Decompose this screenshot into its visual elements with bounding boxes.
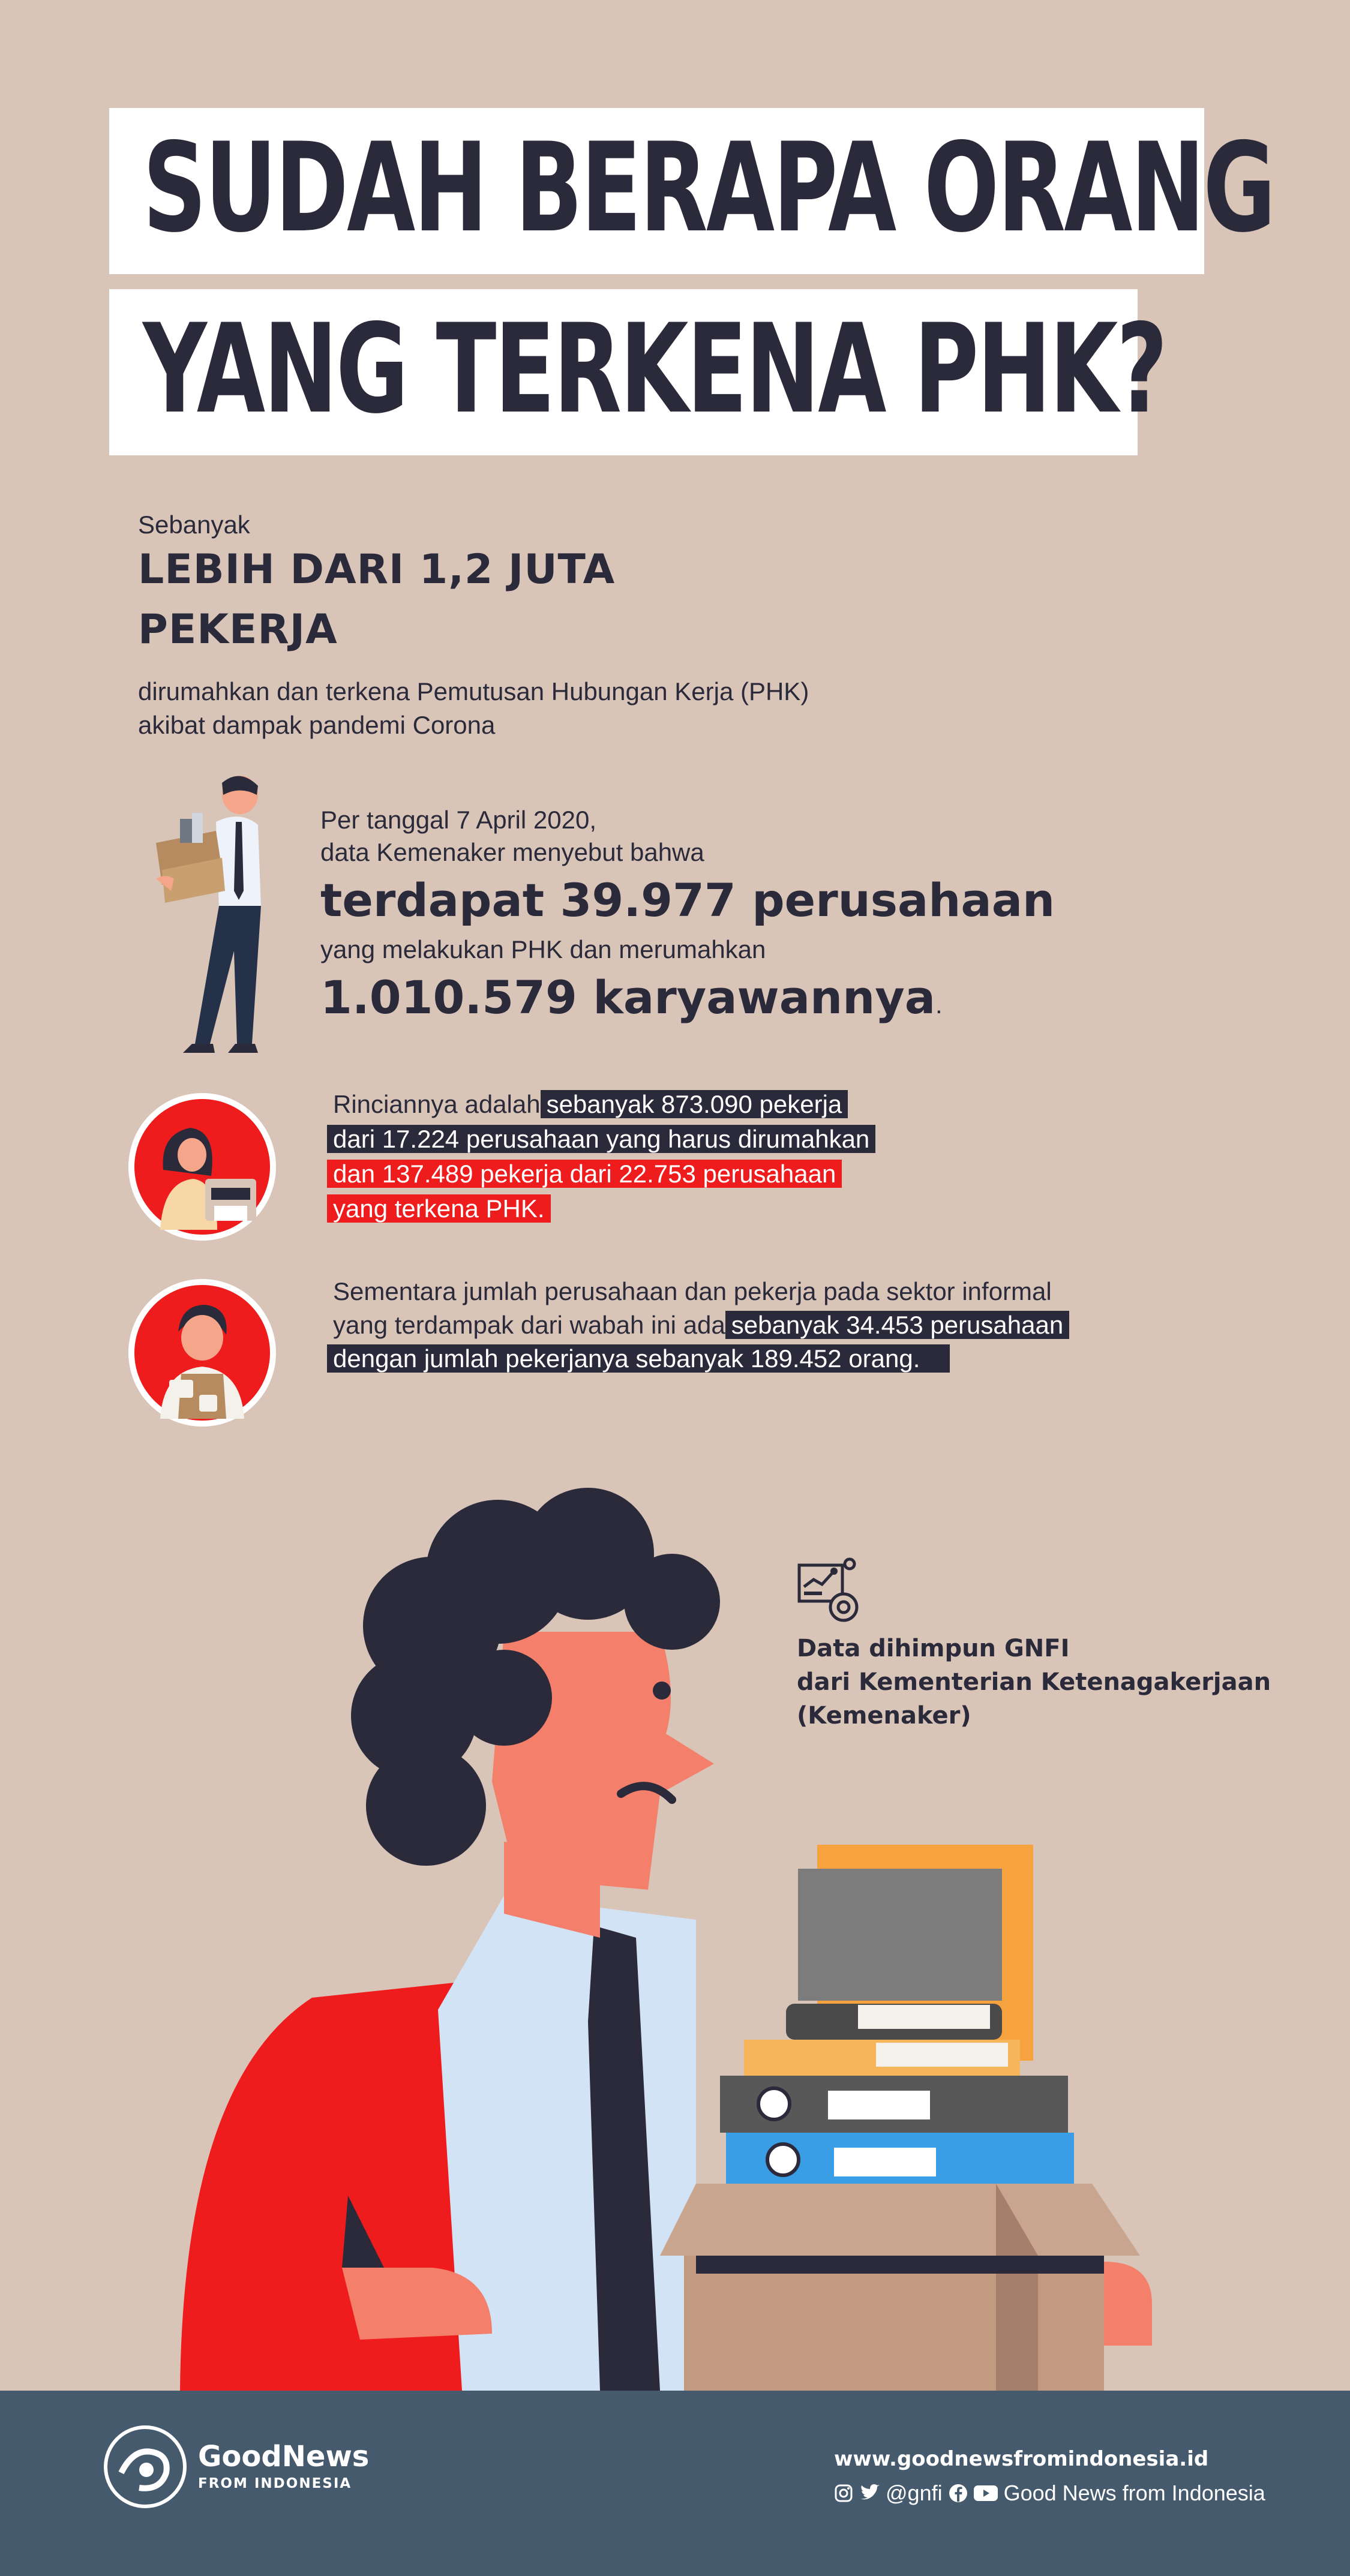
footer-brand: GoodNews bbox=[198, 2440, 370, 2473]
facebook-icon[interactable] bbox=[949, 2484, 968, 2503]
worker-carrying-box-illustration bbox=[138, 771, 270, 1053]
intro-lead: Sebanyak bbox=[138, 511, 250, 539]
kemenaker-stat-employees-wrap bbox=[320, 971, 943, 1024]
detail-line-2 bbox=[327, 1122, 875, 1157]
informal-line-3-highlight: dengan jumlah pekerjanya sebanyak 189.452 orang. bbox=[327, 1344, 950, 1373]
kemenaker-line-3: yang melakukan PHK dan merumahkan bbox=[320, 935, 766, 963]
footer-brand-sub: FROM INDONESIA bbox=[198, 2476, 352, 2491]
detail-line-4-highlight: yang terkena PHK. bbox=[327, 1194, 551, 1223]
footer-bar bbox=[0, 2391, 1350, 2576]
source-line-3: (Kemenaker) bbox=[797, 1702, 971, 1730]
informal-line-2 bbox=[333, 1308, 1069, 1343]
footer-page-name[interactable]: Good News from Indonesia bbox=[1003, 2481, 1265, 2505]
worker-avatar-office-icon bbox=[127, 1092, 277, 1242]
intro-headline-1: LEBIH DARI 1,2 JUTA bbox=[138, 546, 616, 593]
informal-line-2-plain: yang terdampak dari wabah ini ada bbox=[333, 1311, 725, 1339]
kemenaker-stat-companies: terdapat 39.977 perusahaan bbox=[320, 873, 1055, 927]
goodnews-logo-icon bbox=[103, 2425, 187, 2509]
kemenaker-stat-employees: 1.010.579 karyawannya bbox=[320, 971, 936, 1024]
detail-line-1 bbox=[333, 1087, 848, 1122]
source-line-2: dari Kementerian Ketenagakerjaan bbox=[797, 1668, 1271, 1696]
worker-avatar-barista-icon bbox=[127, 1278, 277, 1428]
intro-line-1: dirumahkan dan terkena Pemutusan Hubungan Kerja (PHK) bbox=[138, 677, 809, 705]
intro-line-2: akibat dampak pandemi Corona bbox=[138, 711, 496, 739]
detail-line-1-highlight: sebanyak 873.090 pekerja bbox=[541, 1090, 848, 1118]
detail-line-2-highlight: dari 17.224 perusahaan yang harus dirumahkan bbox=[327, 1125, 875, 1153]
instagram-icon[interactable] bbox=[834, 2484, 853, 2503]
informal-line-1: Sementara jumlah perusahaan dan pekerja pada sektor informal bbox=[333, 1277, 1052, 1305]
informal-line-3 bbox=[327, 1341, 950, 1376]
kemenaker-line-1: Per tanggal 7 April 2020, bbox=[320, 806, 596, 834]
footer-handle[interactable]: @gnfi bbox=[886, 2481, 943, 2505]
detail-line-1-plain: Rinciannya adalah bbox=[333, 1090, 541, 1118]
title-line-1: SUDAH BERAPA ORANG bbox=[143, 117, 1274, 260]
detail-line-4 bbox=[327, 1191, 551, 1226]
footer-social-row bbox=[834, 2481, 1265, 2506]
youtube-icon[interactable] bbox=[974, 2484, 998, 2502]
title-line-2: YANG TERKENA PHK? bbox=[143, 298, 1166, 441]
kemenaker-stat-suffix: . bbox=[935, 990, 943, 1019]
source-line-1: Data dihimpun GNFI bbox=[797, 1635, 1070, 1662]
detail-line-3-highlight: dan 137.489 pekerja dari 22.753 perusahaan bbox=[327, 1160, 842, 1188]
intro-headline-2: PEKERJA bbox=[138, 606, 338, 653]
kemenaker-line-2: data Kemenaker menyebut bahwa bbox=[320, 838, 704, 866]
footer-website[interactable] bbox=[834, 2447, 1208, 2471]
twitter-icon[interactable] bbox=[859, 2484, 880, 2502]
informal-line-2-highlight: sebanyak 34.453 perusahaan bbox=[725, 1311, 1069, 1339]
sad-worker-with-box-illustration bbox=[180, 1482, 1164, 2391]
footer-website-link[interactable]: www.goodnewsfromindonesia.id bbox=[834, 2447, 1209, 2471]
detail-line-3 bbox=[327, 1157, 842, 1191]
